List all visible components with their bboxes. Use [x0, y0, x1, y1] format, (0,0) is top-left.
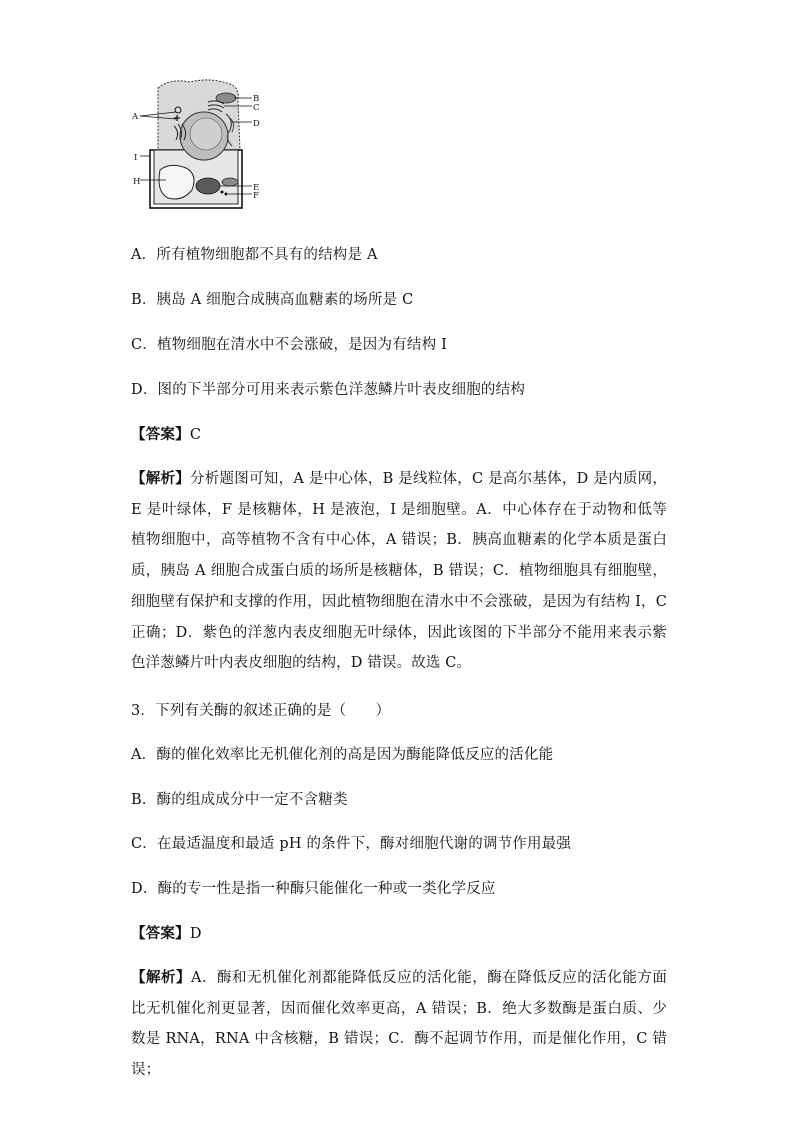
cell-structure-figure [130, 74, 265, 216]
figure-label-h: H [133, 177, 141, 187]
q3-analysis-text: A．酶和无机催化剂都能降低反应的活化能，酶在降低反应的活化能方面比无机催化剂更显著，因而催化效率更高，A 错误；B．绝大多数酶是蛋白质、少数是 RNA，RNA 中含核糖，B 错误；C．酶不起调节作用，而是催化作用，C 错误； [131, 970, 667, 1079]
figure-label-c: C [253, 103, 260, 113]
q2-analysis [131, 464, 667, 679]
figure-label-f: F [253, 191, 259, 201]
q2-option-d: D．图的下半部分可用来表示紫色洋葱鳞片叶表皮细胞的结构 [131, 382, 526, 398]
q3-option-b: B．酶的组成成分中一定不含糖类 [131, 792, 348, 808]
figure-label-d: D [253, 119, 260, 129]
figure-label-b: B [253, 94, 260, 104]
q3-analysis [131, 963, 667, 1086]
q2-analysis-label: 【解析】 [131, 470, 191, 487]
q3-answer [131, 924, 202, 944]
figure-label-e: E [253, 183, 260, 193]
q2-option-a: A．所有植物细胞都不具有的结构是 A [131, 247, 378, 263]
q3-analysis-label: 【解析】 [131, 969, 192, 986]
q3-option-a: A．酶的催化效率比无机催化剂的高是因为酶能降低反应的活化能 [131, 747, 554, 763]
figure-label-a: A [132, 112, 139, 122]
q2-answer-label: 【答案】 [131, 426, 190, 443]
figure-label-i: I [134, 153, 138, 163]
q2-analysis-text: 分析题图可知，A 是中心体，B 是线粒体，C 是高尔基体，D 是内质网，E 是叶绿体，F 是核糖体，H 是液泡，I 是细胞壁。A．中心体存在于动物和低等植物细胞中，高等植物不含有中心体，A 错误；B．胰高血糖素的化学本质是蛋白质，胰岛 A 细胞合成蛋白质的场所是核糖体，B 错误；C．植物细胞具有细胞壁，细胞壁有保护和支撑的作用，因此植物细胞在清水中不会涨破，是因为有结构 I，C 正确；D．紫色的洋葱内表皮细胞无叶绿体，因此该图的下半部分不能用来表示紫色洋葱鳞片叶内表皮细胞的结构，D 错误。故选 C。 [131, 471, 667, 672]
q3-stem: 3．下列有关酶的叙述正确的是（ ） [131, 703, 391, 719]
q2-answer [131, 425, 201, 445]
q3-answer-value: D [189, 926, 202, 942]
q3-answer-label: 【答案】 [131, 925, 190, 942]
q2-option-c: C．植物细胞在清水中不会涨破，是因为有结构 I [131, 337, 448, 353]
cell-diagram-image [130, 74, 265, 216]
q3-option-c: C．在最适温度和最适 pH 的条件下，酶对细胞代谢的调节作用最强 [131, 836, 572, 852]
q3-option-d: D．酶的专一性是指一种酶只能催化一种或一类化学反应 [131, 881, 496, 897]
q2-option-b: B．胰岛 A 细胞合成胰高血糖素的场所是 C [131, 292, 414, 308]
q2-answer-value: C [189, 427, 202, 443]
